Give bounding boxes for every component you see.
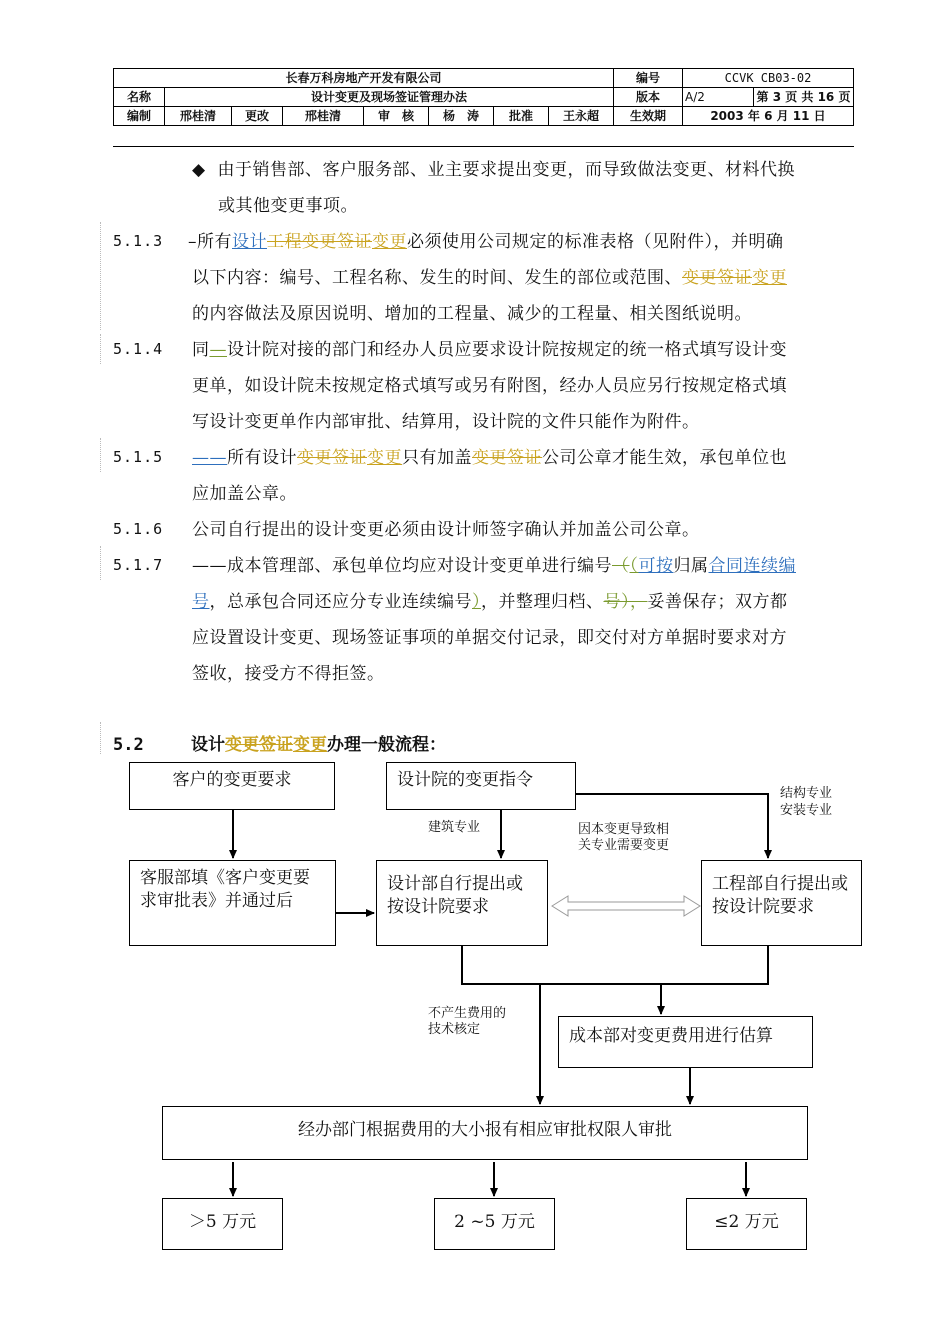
reviewer: 杨 涛 — [429, 107, 494, 126]
amount-2-to-5-box: 2 ~5 万元 — [434, 1198, 555, 1250]
merge-line — [462, 945, 768, 984]
clause-5-1-4-line-2: 更单，如设计院未按规定格式填写或另有附图，经办人员应另行按规定格式填 — [192, 376, 787, 396]
version-value: A/2 — [683, 88, 754, 107]
no-cost-label: 不产生费用的技术核定 — [428, 1006, 507, 1037]
clause-5-1-5-line-1: ——所有设计变更签证变更只有加盖变更签证公司公章才能生效，承包单位也 — [192, 448, 787, 468]
approve-label: 批准 — [494, 107, 549, 126]
clause-5-1-5-line-2: 应加盖公章。 — [192, 484, 297, 504]
approver: 王永超 — [549, 107, 614, 126]
clause-5-1-7-line-1: ——成本管理部、承包单位均应对设计变更单进行编号（（可按归属合同连续编 — [192, 556, 796, 576]
company-name: 长春万科房地产开发有限公司 — [114, 69, 614, 88]
amount-over-5-box: ＞5 万元 — [162, 1198, 283, 1250]
clause-5-1-3-line-3: 的内容做法及原因说明、增加的工程量、减少的工程量、相关图纸说明。 — [192, 304, 752, 324]
clause-5-1-6-number: 5.1.6 — [113, 520, 164, 538]
double-arrow-icon — [552, 896, 700, 916]
code-value: CCVK CB03-02 — [683, 69, 854, 88]
name-label: 名称 — [114, 88, 165, 107]
bullet-line-2: 或其他变更事项。 — [218, 196, 358, 216]
doc-title: 设计变更及现场签证管理办法 — [165, 88, 614, 107]
reviser: 邢桂清 — [283, 107, 364, 126]
bullet-line-1: ◆ 由于销售部、客户服务部、业主要求提出变更，而导致做法变更、材料代换 — [192, 160, 795, 180]
clause-5-1-7-line-4: 签收，接受方不得拒签。 — [192, 664, 385, 684]
cost-estimate-box: 成本部对变更费用进行估算 — [558, 1016, 813, 1068]
clause-5-1-7-line-3: 应设置设计变更、现场签证事项的单据交付记录，即交付对方单据时要求对方 — [192, 628, 787, 648]
page-info: 第 3 页 共 16 页 — [754, 88, 854, 107]
service-dept-box: 客服部填《客户变更要求审批表》并通过后 — [129, 860, 336, 946]
clause-5-1-3-number: 5.1.3 — [113, 232, 164, 250]
clause-5-1-3-line-2: 以下内容：编号、工程名称、发生的时间、发生的部位或范围、变更签证变更 — [192, 268, 787, 288]
diamond-bullet-icon: ◆ — [192, 160, 206, 180]
clause-5-1-4-line-3: 写设计变更单作内部审批、结算用，设计院的文件只能作为附件。 — [192, 412, 700, 432]
install-label: 安装专业 — [780, 803, 833, 818]
section-5-2-heading: 5.2 设计变更签证变更办理一般流程： — [113, 735, 446, 755]
author: 邢桂清 — [165, 107, 232, 126]
clause-5-1-7-line-2: 号，总承包合同还应分专业连续编号），并整理归档、号），妥善保存；双方都 — [192, 592, 788, 612]
clause-5-1-4-line-1: 同—设计院对接的部门和经办人员应要求设计院按规定的统一格式填写设计变 — [192, 340, 787, 360]
clause-5-1-4-number: 5.1.4 — [113, 340, 164, 358]
version-label: 版本 — [614, 88, 683, 107]
mutual-change-label: 因本变更导致相关专业需要变更 — [578, 822, 670, 853]
struct-label: 结构专业 — [780, 786, 833, 801]
clause-5-1-3-line-1: –所有设计工程变更签证变更必须使用公司规定的标准表格（见附件），并明确 — [188, 232, 784, 252]
clause-5-1-7-number: 5.1.7 — [113, 556, 164, 574]
revise-label: 更改 — [232, 107, 283, 126]
clause-5-1-5-number: 5.1.5 — [113, 448, 164, 466]
code-label: 编号 — [614, 69, 683, 88]
author-label: 编制 — [114, 107, 165, 126]
approval-box: 经办部门根据费用的大小报有相应审批权限人审批 — [162, 1106, 808, 1160]
effective-date: 2003 年 6 月 11 日 — [683, 107, 854, 126]
amount-under-2-box: ≤2 万元 — [686, 1198, 807, 1250]
customer-request-box: 客户的变更要求 — [129, 762, 335, 810]
clause-5-1-6-line-1: 公司自行提出的设计变更必须由设计师签字确认并加盖公司公章。 — [192, 520, 700, 540]
arch-label: 建筑专业 — [428, 820, 481, 835]
design-institute-box: 设计院的变更指令 — [386, 762, 576, 810]
review-label: 审 核 — [364, 107, 429, 126]
engineering-dept-box: 工程部自行提出或按设计院要求 — [701, 860, 862, 946]
design-dept-box: 设计部自行提出或按设计院要求 — [376, 860, 548, 946]
effective-label: 生效期 — [614, 107, 683, 126]
